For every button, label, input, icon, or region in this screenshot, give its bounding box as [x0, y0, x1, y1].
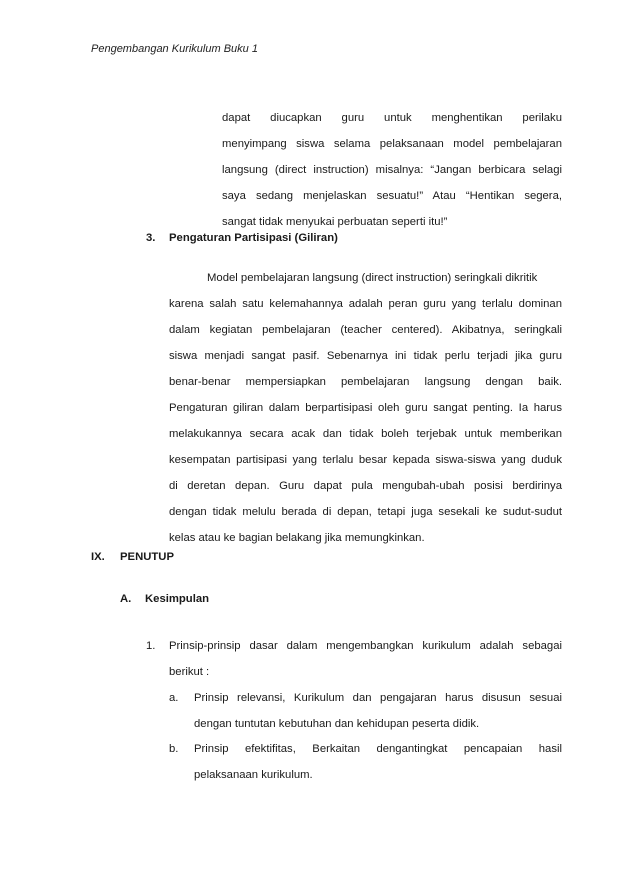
text-line: benar-benar mempersiapkan pembelajaran langsung dengan baik.	[169, 376, 562, 388]
text-line: kelas atau ke bagian belakang jika memungkinkan.	[169, 532, 425, 544]
text-line: Pengaturan giliran dalam berpartisipasi oleh guru sangat penting. Ia harus	[169, 402, 562, 414]
text-line: dalam kegiatan pembelajaran (teacher centered). Akibatnya, seringkali	[169, 324, 562, 336]
list-number: 3.	[146, 232, 156, 244]
paragraph-body	[169, 265, 562, 551]
text-line: Prinsip efektifitas, Berkaitan dengantingkat pencapaian hasil	[194, 743, 562, 755]
text-line: saya sedang menjelaskan sesuatu!” Atau “Hentikan segera,	[222, 190, 562, 202]
text-line: siswa menjadi sangat pasif. Sebenarnya ini tidak perlu terjadi jika guru	[169, 350, 562, 362]
paragraph-continuation	[222, 105, 562, 235]
text-line: pelaksanaan kurikulum.	[194, 769, 313, 781]
subsection-title: Kesimpulan	[145, 593, 210, 605]
page-header: Pengembangan Kurikulum Buku 1	[91, 43, 258, 55]
subsection-letter: A.	[120, 593, 132, 605]
section-title: PENUTUP	[120, 551, 174, 563]
text-line: karena salah satu kelemahannya adalah peran guru yang terlalu dominan	[169, 298, 562, 310]
text-line: Prinsip relevansi, Kurikulum dan pengajaran harus disusun sesuai	[194, 692, 562, 704]
section-number: IX.	[91, 551, 105, 563]
text-line: melakukannya secara acak dan tidak boleh terjebak untuk memberikan	[169, 428, 562, 440]
list-number: 1.	[146, 640, 156, 652]
text-line: berikut :	[169, 666, 210, 678]
subsection-heading	[120, 593, 210, 605]
section-heading: Pengaturan Partisipasi (Giliran)	[169, 232, 338, 244]
text-line: dengan tuntutan kebutuhan dan kehidupan peserta didik.	[194, 718, 480, 730]
sub-list-marker: b.	[169, 743, 179, 755]
sub-list-marker: a.	[169, 692, 179, 704]
text-line: kesempatan partisipasi yang terlalu besar kepada siswa-siswa yang duduk	[169, 454, 562, 466]
text-line: Prinsip-prinsip dasar dalam mengembangkan kurikulum adalah sebagai	[169, 640, 562, 652]
text-line: di deretan depan. Guru dapat pula mengubah-ubah posisi berdirinya	[169, 480, 562, 492]
section-heading-penutup	[91, 551, 174, 563]
text-line: sangat tidak menyukai perbuatan seperti itu!”	[222, 216, 448, 228]
text-line: dengan tidak melulu berada di depan, tetapi juga sesekali ke sudut-sudut	[169, 506, 562, 518]
text-line: langsung (direct instruction) misalnya: “Jangan berbicara selagi	[222, 164, 562, 176]
text-line: menyimpang siswa selama pelaksanaan model pembelajaran	[222, 138, 562, 150]
text-line: Model pembelajaran langsung (direct instruction) seringkali dikritik	[207, 272, 538, 284]
text-line: dapat diucapkan guru untuk menghentikan perilaku	[222, 112, 562, 124]
